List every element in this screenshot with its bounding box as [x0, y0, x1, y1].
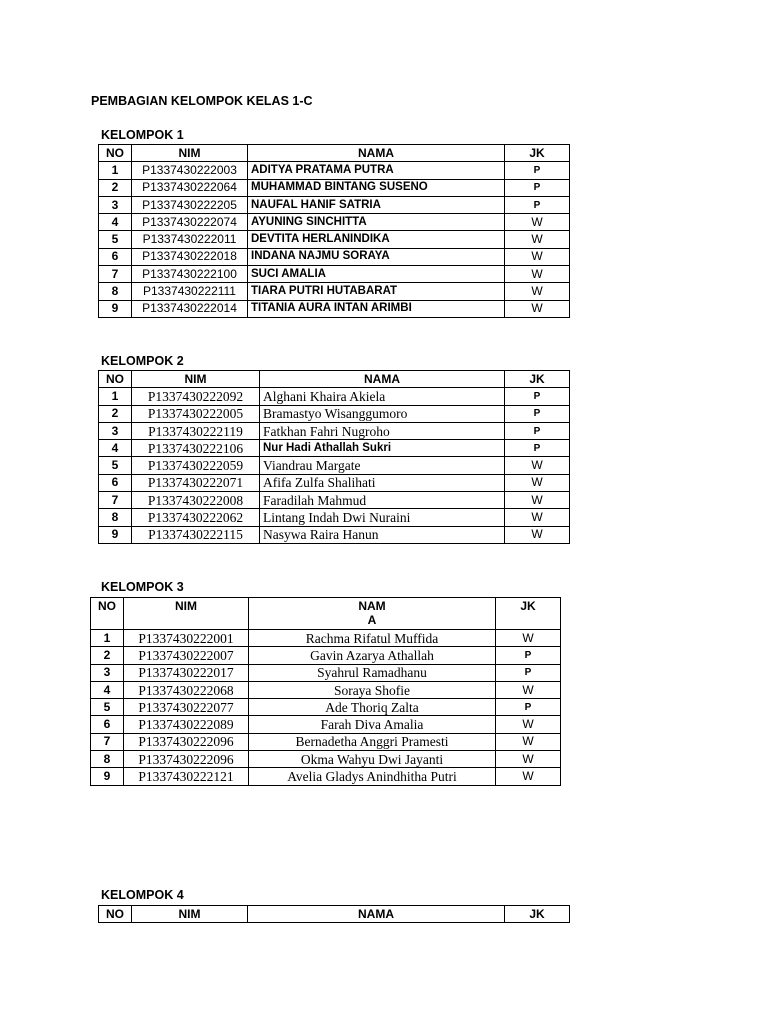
- cell-nim: P1337430222205: [132, 196, 248, 213]
- header-nama-line2: A: [367, 613, 377, 627]
- header-jk: JK: [505, 371, 570, 388]
- cell-jk: W: [496, 751, 561, 768]
- table-header-row: [99, 145, 570, 162]
- cell-nim: P1337430222017: [124, 664, 249, 681]
- cell-nama: Fatkhan Fahri Nugroho: [260, 422, 505, 439]
- header-nama: NAMA: [248, 906, 505, 923]
- header-nim: NIM: [132, 371, 260, 388]
- cell-jk: P: [496, 699, 561, 716]
- cell-jk: W: [505, 283, 570, 300]
- cell-nama: TIARA PUTRI HUTABARAT: [248, 283, 505, 300]
- cell-jk: W: [496, 733, 561, 750]
- table-row: [99, 440, 570, 457]
- cell-nama: Viandrau Margate: [260, 457, 505, 474]
- cell-nim: P1337430222005: [132, 405, 260, 422]
- cell-nama: INDANA NAJMU SORAYA: [248, 248, 505, 265]
- cell-nama: Bernadetha Anggri Pramesti: [249, 733, 496, 750]
- cell-nim: P1337430222008: [132, 492, 260, 509]
- table-header-row: [91, 598, 561, 630]
- cell-jk: P: [505, 422, 570, 439]
- table-row: [99, 405, 570, 422]
- cell-no: 1: [99, 162, 132, 179]
- cell-no: 7: [91, 733, 124, 750]
- cell-jk: W: [496, 716, 561, 733]
- cell-nama: Syahrul Ramadhanu: [249, 664, 496, 681]
- cell-no: 2: [99, 179, 132, 196]
- header-nim: NIM: [124, 598, 249, 630]
- table-row: [99, 196, 570, 213]
- group-4-table: [98, 905, 570, 923]
- table-row: [99, 422, 570, 439]
- table-header-row: [99, 371, 570, 388]
- cell-jk: W: [496, 681, 561, 698]
- cell-nim: P1337430222071: [132, 474, 260, 491]
- cell-nama: MUHAMMAD BINTANG SUSENO: [248, 179, 505, 196]
- table-row: [99, 283, 570, 300]
- cell-jk: W: [505, 266, 570, 283]
- cell-no: 6: [99, 474, 132, 491]
- table-row: [91, 681, 561, 698]
- cell-jk: W: [505, 492, 570, 509]
- cell-jk: P: [496, 647, 561, 664]
- group-4-label: KELOMPOK 4: [101, 888, 184, 902]
- cell-nim: P1337430222062: [132, 509, 260, 526]
- cell-nim: P1337430222011: [132, 231, 248, 248]
- cell-nim: P1337430222007: [124, 647, 249, 664]
- table-row: [91, 647, 561, 664]
- cell-nama: Gavin Azarya Athallah: [249, 647, 496, 664]
- cell-jk: W: [505, 231, 570, 248]
- cell-jk: P: [505, 179, 570, 196]
- group-1-table: [98, 144, 570, 318]
- header-jk: JK: [505, 906, 570, 923]
- header-nama: NAMA: [248, 145, 505, 162]
- cell-nama: ADITYA PRATAMA PUTRA: [248, 162, 505, 179]
- cell-no: 8: [99, 283, 132, 300]
- table-row: [99, 388, 570, 405]
- cell-jk: W: [505, 526, 570, 543]
- cell-no: 6: [99, 248, 132, 265]
- group-2-label: KELOMPOK 2: [101, 354, 184, 368]
- table-row: [99, 179, 570, 196]
- cell-nama: TITANIA AURA INTAN ARIMBI: [248, 300, 505, 317]
- table-row: [91, 733, 561, 750]
- table-row: [99, 300, 570, 317]
- cell-no: 6: [91, 716, 124, 733]
- group-3-table: [90, 597, 561, 786]
- cell-nama: Afifa Zulfa Shalihati: [260, 474, 505, 491]
- cell-jk: W: [496, 630, 561, 647]
- table-row: [99, 457, 570, 474]
- cell-nim: P1337430222115: [132, 526, 260, 543]
- cell-nama: Faradilah Mahmud: [260, 492, 505, 509]
- cell-nim: P1337430222100: [132, 266, 248, 283]
- header-no: NO: [99, 145, 132, 162]
- cell-nama: DEVTITA HERLANINDIKA: [248, 231, 505, 248]
- cell-nama: Ade Thoriq Zalta: [249, 699, 496, 716]
- cell-jk: P: [505, 162, 570, 179]
- cell-no: 5: [91, 699, 124, 716]
- table-row: [99, 474, 570, 491]
- table-row: [91, 751, 561, 768]
- cell-jk: W: [505, 248, 570, 265]
- cell-jk: W: [505, 457, 570, 474]
- cell-no: 3: [91, 664, 124, 681]
- table-row: [99, 526, 570, 543]
- cell-nama: AYUNING SINCHITTA: [248, 214, 505, 231]
- header-jk: JK: [505, 145, 570, 162]
- header-nim: NIM: [132, 145, 248, 162]
- cell-no: 5: [99, 457, 132, 474]
- cell-no: 9: [91, 768, 124, 785]
- cell-jk: W: [505, 474, 570, 491]
- cell-no: 8: [91, 751, 124, 768]
- cell-nim: P1337430222089: [124, 716, 249, 733]
- cell-no: 2: [99, 405, 132, 422]
- cell-no: 1: [99, 388, 132, 405]
- cell-nama: Nur Hadi Athallah Sukri: [260, 440, 505, 457]
- cell-jk: P: [505, 440, 570, 457]
- header-nama: NAMA: [260, 371, 505, 388]
- cell-nim: P1337430222068: [124, 681, 249, 698]
- cell-no: 7: [99, 492, 132, 509]
- table-row: [99, 492, 570, 509]
- cell-no: 2: [91, 647, 124, 664]
- cell-nim: P1337430222096: [124, 733, 249, 750]
- group-1-label: KELOMPOK 1: [101, 128, 184, 142]
- group-2-table: [98, 370, 570, 544]
- cell-no: 5: [99, 231, 132, 248]
- header-nama: [249, 598, 496, 630]
- cell-jk: P: [505, 388, 570, 405]
- cell-nama: Alghani Khaira Akiela: [260, 388, 505, 405]
- table-row: [91, 664, 561, 681]
- cell-jk: W: [505, 214, 570, 231]
- table-row: [99, 266, 570, 283]
- table-row: [91, 699, 561, 716]
- cell-jk: P: [496, 664, 561, 681]
- table-row: [91, 768, 561, 785]
- header-nama-line1: NAM: [358, 599, 386, 613]
- table-row: [99, 248, 570, 265]
- cell-nama: Farah Diva Amalia: [249, 716, 496, 733]
- cell-jk: P: [505, 196, 570, 213]
- cell-nama: Bramastyo Wisanggumoro: [260, 405, 505, 422]
- header-no: NO: [99, 906, 132, 923]
- cell-no: 4: [91, 681, 124, 698]
- cell-jk: W: [505, 300, 570, 317]
- cell-nama: SUCI AMALIA: [248, 266, 505, 283]
- cell-nim: P1337430222092: [132, 388, 260, 405]
- cell-nim: P1337430222106: [132, 440, 260, 457]
- cell-no: 9: [99, 300, 132, 317]
- cell-nim: P1337430222074: [132, 214, 248, 231]
- cell-jk: W: [496, 768, 561, 785]
- header-no: NO: [91, 598, 124, 630]
- cell-nama: Okma Wahyu Dwi Jayanti: [249, 751, 496, 768]
- header-no: NO: [99, 371, 132, 388]
- cell-no: 4: [99, 214, 132, 231]
- cell-nim: P1337430222111: [132, 283, 248, 300]
- cell-nim: P1337430222077: [124, 699, 249, 716]
- cell-no: 7: [99, 266, 132, 283]
- cell-nama: Lintang Indah Dwi Nuraini: [260, 509, 505, 526]
- cell-no: 9: [99, 526, 132, 543]
- cell-no: 3: [99, 196, 132, 213]
- cell-nama: Nasywa Raira Hanun: [260, 526, 505, 543]
- cell-no: 1: [91, 630, 124, 647]
- cell-nim: P1337430222001: [124, 630, 249, 647]
- table-row: [99, 231, 570, 248]
- group-3-label: KELOMPOK 3: [101, 580, 184, 594]
- cell-nama: NAUFAL HANIF SATRIA: [248, 196, 505, 213]
- cell-no: 3: [99, 422, 132, 439]
- header-nim: NIM: [132, 906, 248, 923]
- document-title: PEMBAGIAN KELOMPOK KELAS 1-C: [91, 94, 313, 108]
- cell-nim: P1337430222014: [132, 300, 248, 317]
- table-header-row: [99, 906, 570, 923]
- cell-nim: P1337430222003: [132, 162, 248, 179]
- cell-nim: P1337430222119: [132, 422, 260, 439]
- cell-nama: Rachma Rifatul Muffida: [249, 630, 496, 647]
- cell-no: 8: [99, 509, 132, 526]
- table-row: [91, 630, 561, 647]
- cell-jk: W: [505, 509, 570, 526]
- cell-nama: Avelia Gladys Anindhitha Putri: [249, 768, 496, 785]
- cell-nim: P1337430222096: [124, 751, 249, 768]
- cell-no: 4: [99, 440, 132, 457]
- cell-jk: P: [505, 405, 570, 422]
- cell-nim: P1337430222018: [132, 248, 248, 265]
- cell-nim: P1337430222059: [132, 457, 260, 474]
- header-jk: JK: [496, 598, 561, 630]
- table-row: [91, 716, 561, 733]
- cell-nim: P1337430222064: [132, 179, 248, 196]
- table-row: [99, 162, 570, 179]
- table-row: [99, 509, 570, 526]
- table-row: [99, 214, 570, 231]
- cell-nim: P1337430222121: [124, 768, 249, 785]
- cell-nama: Soraya Shofie: [249, 681, 496, 698]
